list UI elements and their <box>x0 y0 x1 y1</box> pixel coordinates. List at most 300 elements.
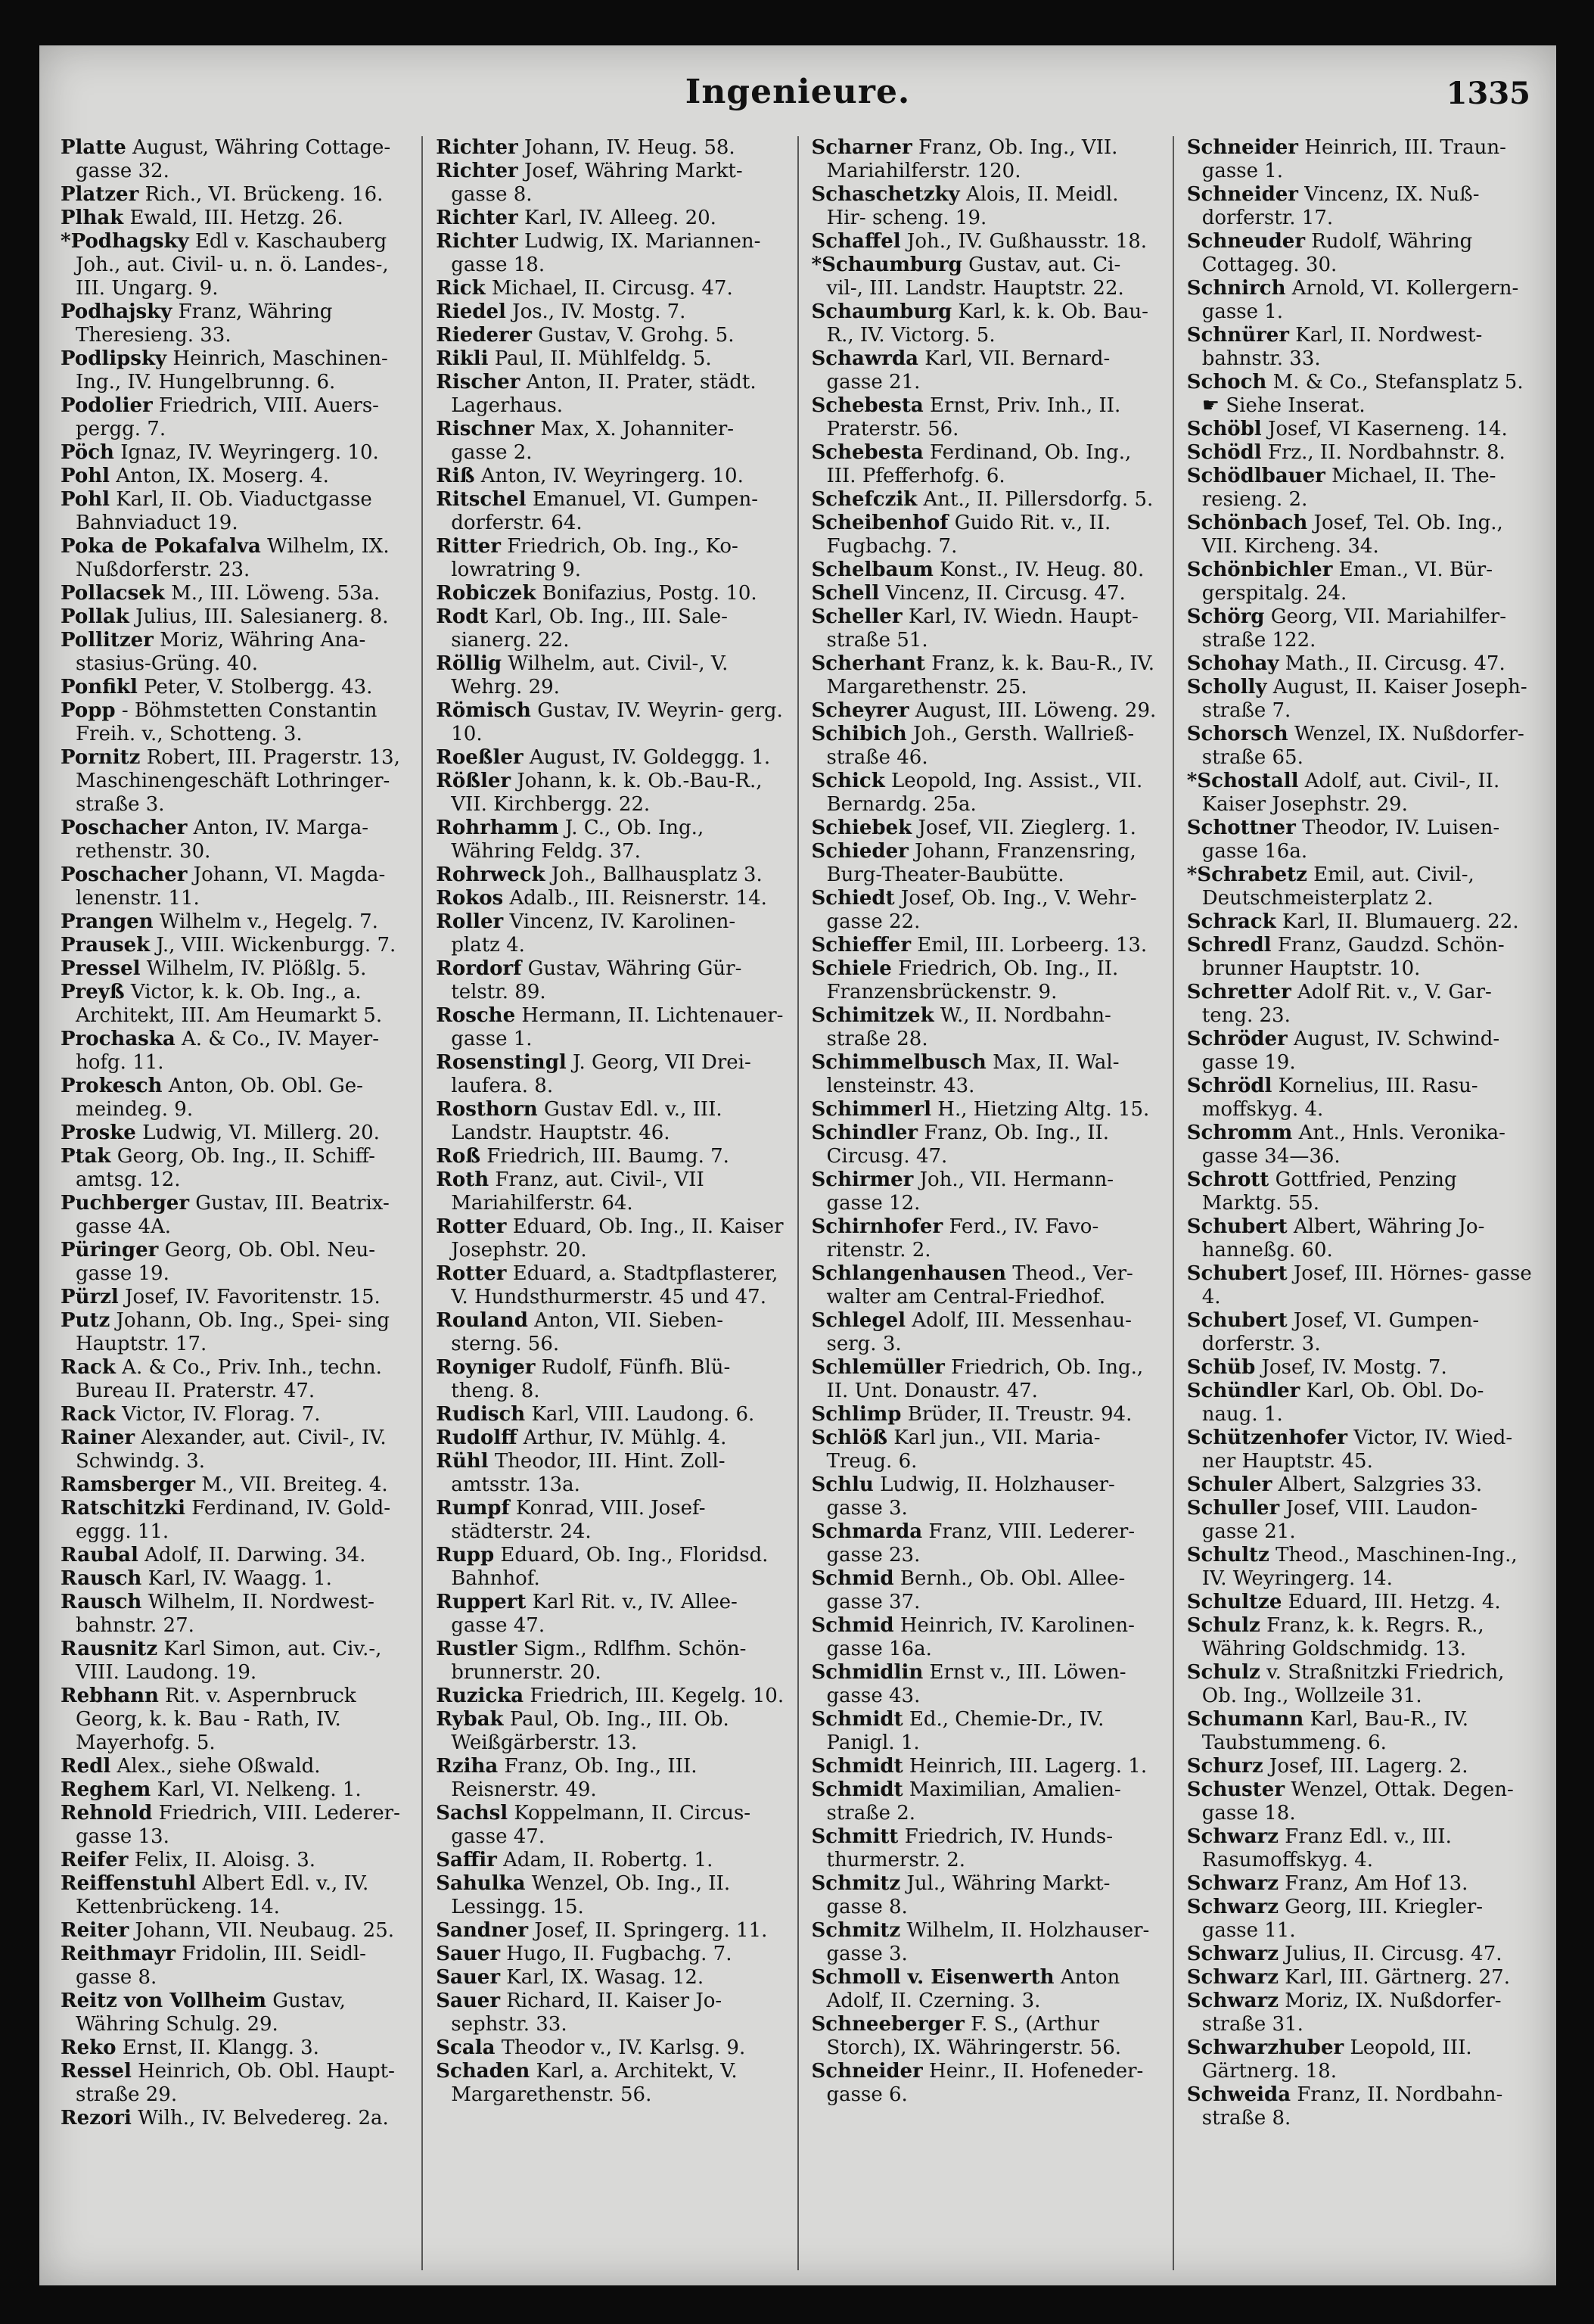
directory-entry <box>1187 1990 1535 2036</box>
entry-name: Scheibenhof <box>811 512 949 534</box>
entry-details: Friedrich, Ob. Ing., II. Unt. Donaustr. 47. <box>826 1356 1144 1402</box>
entry-name: Podlipsky <box>61 347 167 370</box>
entry-name: Reithmayr <box>61 1943 176 1965</box>
entry-name: Scheller <box>811 605 903 628</box>
directory-entry <box>436 1544 784 1591</box>
directory-entry <box>61 488 409 535</box>
entry-name: Schützenhofer <box>1186 1426 1348 1449</box>
entry-details: Anton, IV. Marga- rethenstr. 30. <box>76 817 369 863</box>
directory-entry <box>436 2036 784 2060</box>
entry-name: Schaden <box>436 2060 530 2083</box>
entry-details: Franz, II. Nordbahn- straße 8. <box>1201 2083 1503 2130</box>
entry-details: Ludwig, VI. Millerg. 20. <box>142 1122 380 1144</box>
directory-entry <box>1187 1380 1535 1426</box>
entry-details: Maximilian, Amalien- straße 2. <box>826 1778 1121 1825</box>
entry-details: Konst., IV. Heug. 80. <box>940 558 1145 581</box>
directory-entry <box>1187 1473 1535 1497</box>
directory-entry <box>61 300 409 347</box>
entry-name: Puchberger <box>61 1192 190 1215</box>
directory-entry <box>812 934 1160 957</box>
directory-entry <box>61 2060 409 2107</box>
entry-details: Karl, VIII. Laudong. 6. <box>531 1403 755 1426</box>
entry-details: Moriz, IX. Nußdorfer- straße 31. <box>1201 1990 1502 2036</box>
entry-name: Schiebek <box>811 817 912 839</box>
entry-details: Adolf, III. Messenhau- serg. 3. <box>826 1309 1132 1355</box>
entry-name: Roß <box>436 1145 480 1168</box>
directory-entry <box>61 1990 409 2036</box>
entry-name: Schell <box>811 582 880 605</box>
entry-details: M. & Co., Stefansplatz 5. ☛ Siehe Inserat. <box>1201 371 1524 417</box>
directory-entry <box>436 1591 784 1638</box>
entry-details: Franz, k. k. Bau-R., IV. Margarethenstr. 25. <box>826 652 1154 698</box>
entry-name: Schoch <box>1186 371 1267 394</box>
entry-details: Franz, Ob. Ing., VII. Mariahilferstr. 120. <box>826 136 1118 182</box>
entry-details: Max, II. Wal- lensteinstr. 43. <box>826 1051 1120 1097</box>
directory-entry <box>436 1990 784 2036</box>
entry-details: Wilhelm, II. Nordwest- bahnstr. 27. <box>76 1591 374 1637</box>
entry-details: v. Straßnitzki Friedrich, Ob. Ing., Wollzeile 31. <box>1201 1661 1505 1707</box>
entry-name: Preyß <box>61 981 125 1003</box>
entry-name: Schimmerl <box>811 1098 932 1121</box>
entry-name: Ponfikl <box>61 676 138 698</box>
entry-name: Schubert <box>1186 1309 1288 1332</box>
entry-details: Franz, k. k. Regrs. R., Währing Goldschmidg. 13. <box>1201 1614 1484 1660</box>
directory-entry <box>812 1426 1160 1473</box>
entry-details: Sigm., Rdlfhm. Schön- brunnerstr. 20. <box>451 1638 747 1684</box>
entry-name: *Podhagsky <box>61 230 189 253</box>
directory-entry <box>1187 1122 1535 1168</box>
directory-entry <box>1187 558 1535 605</box>
directory-entry <box>812 582 1160 605</box>
directory-entry <box>436 957 784 1004</box>
directory-entry <box>812 1262 1160 1309</box>
entry-details: Alex., siehe Oßwald. <box>117 1755 321 1778</box>
entry-details: Wilhelm v., Hegelg. 7. <box>159 910 378 933</box>
entry-name: Scala <box>436 2036 496 2059</box>
entry-name: Schmitz <box>811 1872 901 1895</box>
entry-details: Wilh., IV. Belvedereg. 2a. <box>138 2107 389 2130</box>
entry-details: Josef, VIII. Laudon- gasse 21. <box>1201 1497 1477 1543</box>
directory-entry <box>61 2107 409 2130</box>
directory-entry <box>812 1004 1160 1051</box>
entry-details: Emil, III. Lorbeerg. 13. <box>917 934 1148 957</box>
entry-name: Schwarz <box>1186 1943 1279 1965</box>
entry-name: Raubal <box>61 1544 138 1566</box>
entry-name: Schündler <box>1186 1380 1300 1402</box>
directory-entry <box>1187 418 1535 441</box>
entry-name: Schultz <box>1186 1544 1269 1566</box>
entry-details: Heinrich, Maschinen- Ing., IV. Hungelbrunng. 6. <box>76 347 388 394</box>
entry-name: Schröder <box>1186 1028 1288 1050</box>
entry-details: Adam, II. Robertg. 1. <box>503 1849 713 1871</box>
entry-name: Rybak <box>436 1708 504 1731</box>
entry-name: Schulz <box>1186 1614 1260 1637</box>
entry-details: Joh., Ballhausplatz 3. <box>551 863 763 886</box>
entry-name: Ratschitzki <box>61 1497 185 1520</box>
entry-details: Franz, VIII. Lederer- gasse 23. <box>826 1520 1136 1566</box>
entry-details: Kornelius, III. Rasu- moffskyg. 4. <box>1201 1075 1478 1121</box>
entry-details: Karl, II. Blumauerg. 22. <box>1282 910 1519 933</box>
entry-details: Gustav, III. Beatrix- gasse 4A. <box>76 1192 390 1238</box>
entry-name: Rodt <box>436 605 489 628</box>
entry-details: Karl, Ob. Obl. Do- naug. 1. <box>1201 1380 1484 1426</box>
entry-details: Victor, k. k. Ob. Ing., a. Architekt, III. Am Heumarkt 5. <box>76 981 383 1027</box>
directory-entry <box>436 1262 784 1309</box>
directory-entry <box>61 605 409 629</box>
directory-entry <box>1187 1778 1535 1825</box>
directory-entry <box>812 1168 1160 1215</box>
directory-entry <box>1187 981 1535 1028</box>
directory-entry <box>1187 1544 1535 1591</box>
directory-entry <box>436 230 784 277</box>
entry-details: F. S., (Arthur Storch), IX. Währingerstr. 56. <box>826 2013 1122 2059</box>
directory-entry <box>436 347 784 371</box>
entry-name: Schelbaum <box>811 558 934 581</box>
directory-entry <box>812 512 1160 558</box>
entry-details: Ant., Hnls. Veronika- gasse 34—36. <box>1201 1122 1505 1168</box>
entry-details: Felix, II. Aloisg. 3. <box>134 1849 315 1871</box>
directory-entry <box>812 770 1160 817</box>
directory-entry <box>61 629 409 676</box>
directory-entry <box>436 1309 784 1356</box>
entry-details: Emil, aut. Civil-, Deutschmeisterplatz 2. <box>1201 863 1474 910</box>
directory-entry <box>812 1661 1160 1708</box>
entry-name: Plhak <box>61 207 124 229</box>
entry-details: Rich., VI. Brückeng. 16. <box>144 183 384 206</box>
entry-details: Wilhelm, II. Holzhauser- gasse 3. <box>826 1919 1150 1965</box>
entry-name: Platte <box>61 136 126 159</box>
entry-details: Hermann, II. Lichtenauer- gasse 1. <box>451 1004 784 1050</box>
entry-name: Schurz <box>1186 1755 1263 1778</box>
entry-name: Schwarz <box>1186 1872 1279 1895</box>
entry-details: Rudolf, Fünfh. Blü- theng. 8. <box>451 1356 731 1402</box>
entry-details: August, IV. Goldeggg. 1. <box>529 746 771 769</box>
entry-name: Rößler <box>436 770 511 792</box>
directory-entry <box>1187 770 1535 817</box>
entry-name: Poka de Pokafalva <box>61 535 261 558</box>
directory-entry <box>436 1356 784 1403</box>
entry-details: Konrad, VIII. Josef- städterstr. 24. <box>451 1497 706 1543</box>
entry-details: Ludwig, IX. Mariannen- gasse 18. <box>451 230 761 276</box>
entry-name: Schibich <box>811 723 907 745</box>
directory-columns <box>53 136 1543 2270</box>
directory-entry <box>436 582 784 605</box>
entry-details: Theod., Maschinen-Ing., IV. Weyringerg. 14. <box>1201 1544 1518 1590</box>
entry-details: Friedrich, III. Kegelg. 10. <box>530 1685 785 1707</box>
entry-details: Karl, VII. Bernard- gasse 21. <box>826 347 1111 394</box>
entry-details: Gustav, Währing Gür- telstr. 89. <box>451 957 742 1003</box>
entry-name: Schmidt <box>811 1708 903 1731</box>
directory-entry <box>812 1520 1160 1567</box>
entry-name: Pohl <box>61 465 110 487</box>
entry-details: Joh., Gersth. Wallrieß- straße 46. <box>826 723 1135 769</box>
entry-details: Johann, Ob. Ing., Spei- sing Hauptstr. 17. <box>76 1309 390 1355</box>
entry-details: Karl, k. k. Ob. Bau- R., IV. Victorg. 5. <box>826 300 1148 347</box>
directory-entry <box>1187 863 1535 910</box>
entry-name: Schretter <box>1186 981 1291 1003</box>
entry-details: Brüder, II. Treustr. 94. <box>907 1403 1133 1426</box>
entry-details: Karl Simon, aut. Civ.-, VIII. Laudong. 19. <box>76 1638 382 1684</box>
directory-entry <box>812 347 1160 394</box>
entry-name: Popp <box>61 699 116 722</box>
entry-name: Rosenstingl <box>436 1051 567 1074</box>
directory-entry <box>1187 2083 1535 2130</box>
directory-entry <box>61 230 409 300</box>
entry-details: Josef, Tel. Ob. Ing., VII. Kircheng. 34. <box>1201 512 1503 558</box>
directory-entry <box>1187 1215 1535 1262</box>
directory-entry <box>61 1849 409 1872</box>
page-number: 1335 <box>1446 76 1530 111</box>
entry-details: Leopold, Ing. Assist., VII. Bernardg. 25a. <box>826 770 1143 816</box>
entry-name: Schredl <box>1186 934 1272 957</box>
entry-name: Rotter <box>436 1215 507 1238</box>
directory-entry <box>436 300 784 324</box>
directory-entry <box>61 1943 409 1990</box>
entry-details: Johann, k. k. Ob.-Bau-R., VII. Kirchbergg. 22. <box>451 770 763 816</box>
entry-details: Adalb., III. Reisnerstr. 14. <box>509 887 767 910</box>
directory-entry <box>812 1473 1160 1520</box>
directory-entry <box>61 183 409 207</box>
directory-entry <box>61 676 409 699</box>
directory-entry <box>61 1122 409 1145</box>
entry-details: Paul, II. Mühlfeldg. 5. <box>494 347 712 370</box>
entry-name: Schöbl <box>1186 418 1262 440</box>
entry-name: Schmitz <box>811 1919 901 1942</box>
directory-entry <box>436 652 784 699</box>
directory-entry <box>61 1426 409 1473</box>
directory-entry <box>61 1145 409 1192</box>
entry-details: Karl, a. Architekt, V. Margarethenstr. 56. <box>451 2060 738 2106</box>
entry-name: Reko <box>61 2036 117 2059</box>
directory-entry <box>436 1943 784 1966</box>
entry-name: Schmarda <box>811 1520 923 1543</box>
entry-details: Friedrich, IV. Hunds- thurmerstr. 2. <box>826 1825 1114 1871</box>
entry-details: Math., II. Circusg. 47. <box>1285 652 1505 675</box>
directory-entry <box>61 817 409 863</box>
entry-name: Schohay <box>1186 652 1279 675</box>
column-4 <box>1179 136 1543 2270</box>
entry-name: Prochaska <box>61 1028 176 1050</box>
directory-entry <box>1187 1168 1535 1215</box>
entry-name: Rupp <box>436 1544 495 1566</box>
entry-name: Schlimp <box>811 1403 902 1426</box>
directory-entry <box>1187 1708 1535 1755</box>
directory-entry <box>61 1497 409 1544</box>
directory-entry <box>61 1591 409 1638</box>
entry-details: Ewald, III. Hetzg. 26. <box>129 207 343 229</box>
directory-entry <box>436 324 784 347</box>
entry-details: Peter, V. Stolbergg. 43. <box>144 676 373 698</box>
entry-name: Schefczik <box>811 488 918 511</box>
directory-entry <box>61 957 409 981</box>
entry-details: Jul., Währing Markt- gasse 8. <box>826 1872 1111 1918</box>
entry-details: Albert, Währing Jo- hanneßg. 60. <box>1201 1215 1485 1262</box>
entry-details: Johann, Franzensring, Burg-Theater-Baubütte. <box>826 840 1136 886</box>
entry-details: Ernst, Priv. Inh., II. Praterstr. 56. <box>826 394 1121 440</box>
entry-name: Schrödl <box>1186 1075 1272 1097</box>
entry-details: Franz, aut. Civil-, VII Mariahilferstr. 64. <box>451 1168 704 1215</box>
directory-entry <box>1187 1028 1535 1075</box>
entry-details: Guido Rit. v., II. Fugbachg. 7. <box>826 512 1111 558</box>
entry-name: Ruzicka <box>436 1685 524 1707</box>
entry-details: Arthur, IV. Mühlg. 4. <box>523 1426 727 1449</box>
entry-name: Podhajsky <box>61 300 172 323</box>
directory-entry <box>436 699 784 746</box>
entry-name: Schieder <box>811 840 909 863</box>
entry-details: Koppelmann, II. Circus- gasse 47. <box>451 1802 751 1848</box>
entry-name: Schuler <box>1186 1473 1272 1496</box>
entry-details: Josef, VI. Gumpen- dorferstr. 3. <box>1201 1309 1480 1355</box>
entry-name: Scherhant <box>811 652 925 675</box>
entry-details: Josef, II. Springerg. 11. <box>534 1919 768 1942</box>
directory-entry <box>812 1614 1160 1661</box>
directory-entry <box>436 1849 784 1872</box>
directory-entry <box>1187 652 1535 676</box>
entry-name: Pressel <box>61 957 141 980</box>
entry-name: Pollacsek <box>61 582 165 605</box>
directory-entry <box>61 1403 409 1426</box>
entry-name: Schödlbauer <box>1186 465 1325 487</box>
entry-name: Schieffer <box>811 934 912 957</box>
entry-details: Max, X. Johanniter- gasse 2. <box>451 418 735 464</box>
directory-entry <box>812 2060 1160 2107</box>
entry-details: Eman., VI. Bür- gerspitalg. 24. <box>1201 558 1493 605</box>
entry-name: Pollitzer <box>61 629 154 652</box>
directory-entry <box>812 817 1160 840</box>
directory-entry <box>812 1122 1160 1168</box>
directory-entry <box>61 1802 409 1849</box>
entry-name: Schorsch <box>1186 723 1288 745</box>
entry-details: Eduard, Ob. Ing., Floridsd. Bahnhof. <box>451 1544 769 1590</box>
entry-details: Vincenz, IV. Karolinen- platz 4. <box>451 910 736 957</box>
entry-details: Eduard, Ob. Ing., II. Kaiser Josephstr. 20. <box>451 1215 784 1262</box>
entry-name: Royniger <box>436 1356 536 1379</box>
directory-entry <box>1187 441 1535 465</box>
entry-details: Leopold, III. Gärtnerg. 18. <box>1201 2036 1472 2083</box>
entry-details: Jos., IV. Mostg. 7. <box>512 300 686 323</box>
directory-entry <box>1187 324 1535 371</box>
entry-name: Sachsl <box>436 1802 508 1825</box>
entry-details: Eduard, III. Hetzg. 4. <box>1288 1591 1501 1613</box>
directory-entry <box>436 1638 784 1685</box>
directory-entry <box>812 723 1160 770</box>
entry-name: Rehnold <box>61 1802 153 1825</box>
entry-name: Schirnhofer <box>811 1215 943 1238</box>
directory-entry <box>436 1802 784 1849</box>
entry-name: Rühl <box>436 1450 489 1473</box>
entry-name: *Schostall <box>1186 770 1299 792</box>
entry-details: Karl, II. Ob. Viaductgasse Bahnviaduct 19. <box>76 488 372 534</box>
entry-name: Ruppert <box>436 1591 527 1613</box>
entry-name: Prokesch <box>61 1075 163 1097</box>
directory-entry <box>812 2013 1160 2060</box>
entry-name: Rainer <box>61 1426 135 1449</box>
entry-name: Poschacher <box>61 863 188 886</box>
entry-name: Schebesta <box>811 394 924 417</box>
entry-name: Rezori <box>61 2107 132 2130</box>
entry-name: Schörg <box>1186 605 1265 628</box>
entry-name: Rotter <box>436 1262 507 1285</box>
entry-name: Schlöß <box>811 1426 887 1449</box>
directory-entry <box>812 1966 1160 2013</box>
entry-details: Arnold, VI. Kollergern- gasse 1. <box>1201 277 1519 323</box>
entry-details: Wilhelm, aut. Civil-, V. Wehrg. 29. <box>451 652 729 698</box>
entry-name: Schwarz <box>1186 1825 1279 1848</box>
entry-details: Richard, II. Kaiser Jo- sephstr. 33. <box>451 1990 722 2036</box>
entry-name: Rustler <box>436 1638 517 1660</box>
directory-entry <box>1187 1309 1535 1356</box>
entry-name: Schuller <box>1186 1497 1280 1520</box>
directory-entry <box>812 1567 1160 1614</box>
entry-name: Schönbach <box>1186 512 1308 534</box>
entry-details: Adolf, aut. Civil-, II. Kaiser Josephstr. 29. <box>1201 770 1500 816</box>
directory-entry <box>1187 465 1535 512</box>
entry-details: Ludwig, II. Holzhauser- gasse 3. <box>826 1473 1115 1520</box>
entry-name: Rausnitz <box>61 1638 158 1660</box>
directory-entry <box>436 1966 784 1990</box>
directory-entry <box>812 1708 1160 1755</box>
entry-details: Wilhelm, IX. Nußdorferstr. 23. <box>76 535 390 581</box>
entry-details: Georg, Ob. Obl. Neu- gasse 19. <box>76 1239 375 1285</box>
entry-name: Podolier <box>61 394 153 417</box>
entry-details: Franz, Währing Theresieng. 33. <box>76 300 333 347</box>
directory-entry <box>1187 1872 1535 1896</box>
entry-name: Sandner <box>436 1919 529 1942</box>
entry-details: Michael, II. The- resieng. 2. <box>1201 465 1496 511</box>
directory-entry <box>1187 230 1535 277</box>
entry-details: Karl, IV. Alleeg. 20. <box>524 207 716 229</box>
directory-entry <box>436 535 784 582</box>
entry-details: Heinrich, IV. Karolinen- gasse 16a. <box>826 1614 1135 1660</box>
directory-entry <box>1187 723 1535 770</box>
entry-details: Ignaz, IV. Weyringerg. 10. <box>120 441 379 464</box>
entry-name: Schneider <box>1186 136 1299 159</box>
entry-details: Hugo, II. Fugbachg. 7. <box>506 1943 732 1965</box>
entry-details: Karl, Bau-R., IV. Taubstummeng. 6. <box>1201 1708 1469 1754</box>
entry-details: Friedrich, III. Baumg. 7. <box>486 1145 729 1168</box>
entry-name: Prausek <box>61 934 151 957</box>
entry-name: Schuster <box>1186 1778 1285 1801</box>
directory-entry <box>812 254 1160 300</box>
entry-name: Platzer <box>61 183 139 206</box>
directory-entry <box>61 910 409 934</box>
entry-name: Schneider <box>811 2060 923 2083</box>
directory-entry <box>1187 1755 1535 1778</box>
entry-details: Josef, VI Kaserneng. 14. <box>1267 418 1508 440</box>
entry-name: Rack <box>61 1403 116 1426</box>
directory-entry <box>61 1309 409 1356</box>
entry-details: H., Hietzing Altg. 15. <box>937 1098 1150 1121</box>
directory-entry <box>1187 1614 1535 1661</box>
entry-details: Theod., Ver- walter am Central-Friedhof. <box>826 1262 1133 1308</box>
entry-name: Schmidt <box>811 1755 903 1778</box>
entry-details: A. & Co., IV. Mayer- hofg. 11. <box>76 1028 379 1074</box>
entry-name: Scharner <box>811 136 912 159</box>
entry-name: Rosthorn <box>436 1098 538 1121</box>
entry-details: Wenzel, Ob. Ing., II. Lessingg. 15. <box>451 1872 731 1918</box>
entry-name: Schnürer <box>1186 324 1290 347</box>
directory-entry <box>61 441 409 465</box>
directory-entry <box>61 1286 409 1309</box>
directory-entry <box>61 1567 409 1591</box>
entry-details: Gottfried, Penzing Marktg. 55. <box>1201 1168 1457 1215</box>
entry-details: Wenzel, IX. Nußdorfer- straße 65. <box>1201 723 1524 769</box>
directory-entry <box>1187 277 1535 324</box>
directory-entry <box>812 699 1160 723</box>
entry-name: Proske <box>61 1122 136 1144</box>
directory-entry <box>436 1168 784 1215</box>
entry-name: Schrott <box>1186 1168 1269 1191</box>
